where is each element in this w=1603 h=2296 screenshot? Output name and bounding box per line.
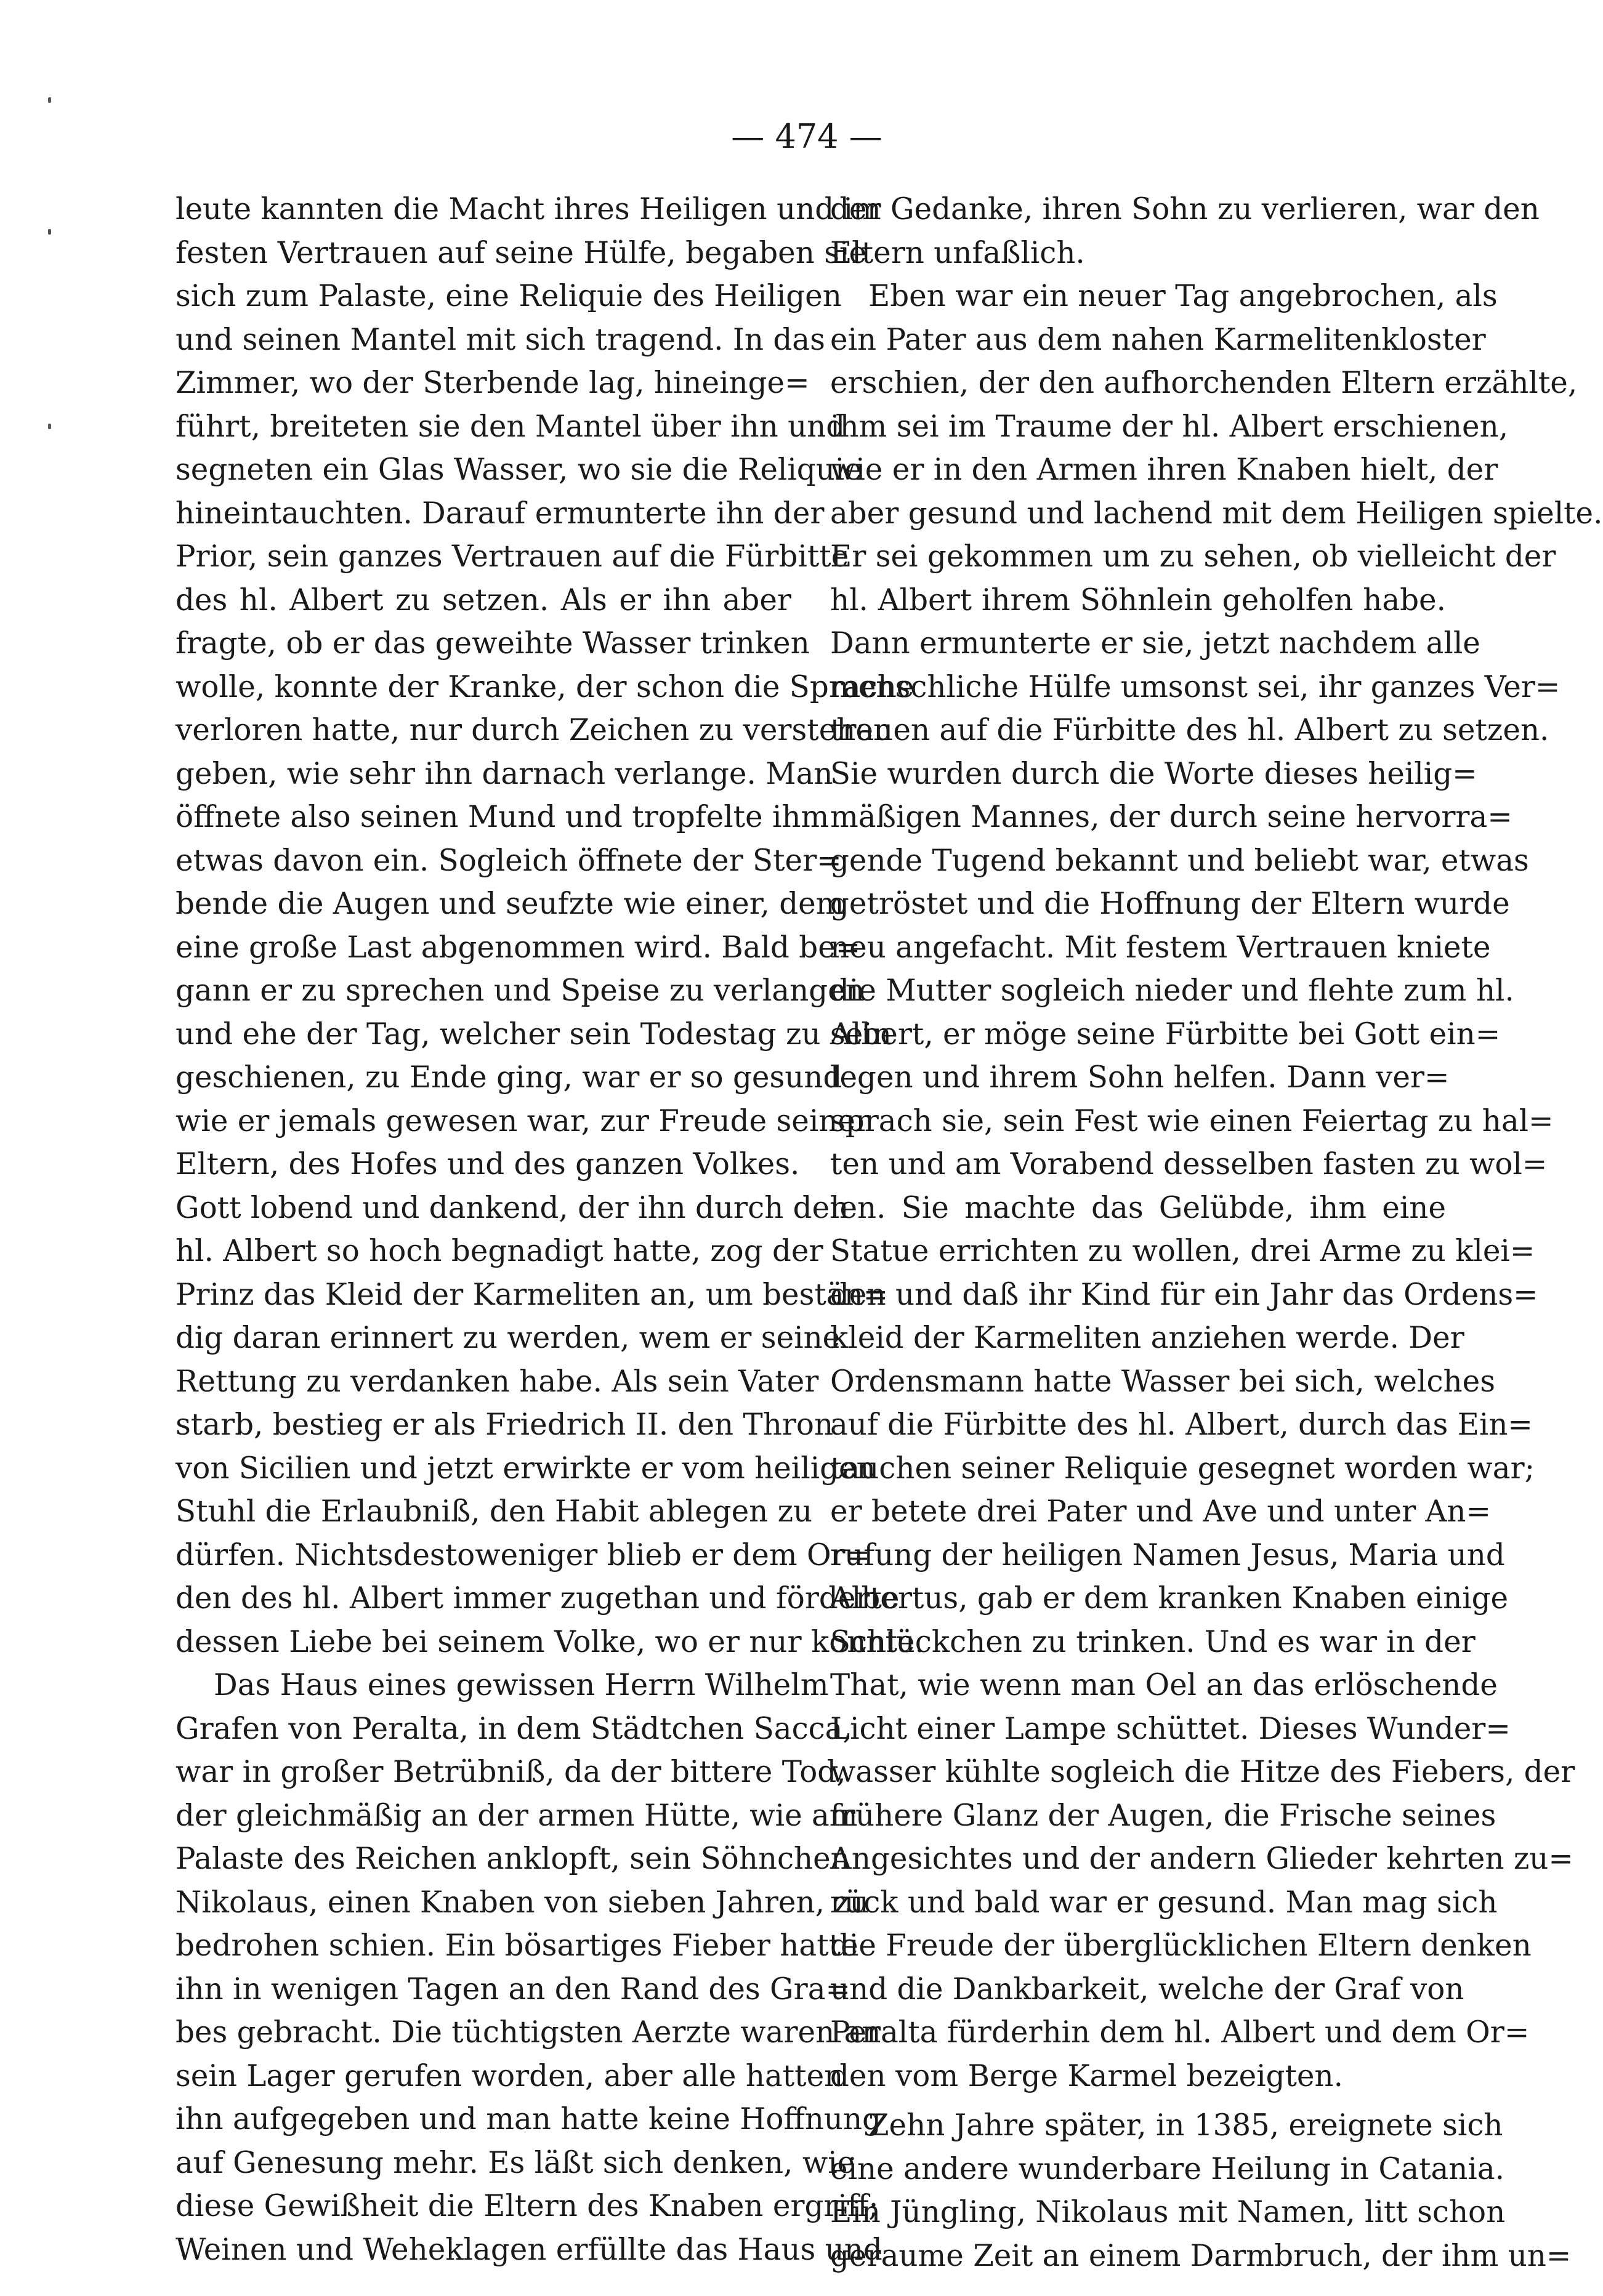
text-line: mäßigen Mannes, der durch seine hervorra= xyxy=(830,800,1512,834)
text-line: ihm sei im Traume der hl. Albert erschienen, xyxy=(830,409,1509,444)
text-line: Ein Jüngling, Nikolaus mit Namen, litt schon xyxy=(830,2195,1506,2230)
text-line: That, wie wenn man Oel an das erlöschende xyxy=(830,1668,1498,1702)
text-line: segneten ein Glas Wasser, wo sie die Reliquie xyxy=(176,453,862,487)
text-line: dig daran erinnert zu werden, wem er seine xyxy=(176,1321,841,1355)
text-line: sprach sie, sein Fest wie einen Feiertag zu hal= xyxy=(830,1103,1554,1138)
text-line: festen Vertrauen auf seine Hülfe, begaben sie xyxy=(176,235,867,270)
text-line: Er sei gekommen um zu sehen, ob vielleicht der xyxy=(830,539,1556,574)
text-line: dessen Liebe bei seinem Volke, wo er nur konnte. xyxy=(176,1624,924,1659)
text-line: Licht einer Lampe schüttet. Dieses Wunder= xyxy=(830,1711,1511,1746)
text-line: bende die Augen und seufzte wie einer, dem xyxy=(176,887,844,921)
text-line: bes gebracht. Die tüchtigsten Aerzte waren an xyxy=(176,2015,881,2050)
text-line: die Mutter sogleich nieder und flehte zum hl. xyxy=(830,973,1514,1008)
text-line: dürfen. Nichtsdestoweniger blieb er dem Or= xyxy=(176,1537,871,1573)
text-line: geschienen, zu Ende ging, war er so gesund xyxy=(176,1060,842,1095)
text-line: Zimmer, wo der Sterbende lag, hineinge= xyxy=(176,366,810,400)
text-line: rück und bald war er gesund. Man mag sich xyxy=(830,1885,1498,1920)
text-line: Eltern, des Hofes und des ganzen Volkes. xyxy=(176,1147,800,1182)
text-line: den und daß ihr Kind für ein Jahr das Ordens= xyxy=(830,1277,1538,1312)
text-line: fragte, ob er das geweihte Wasser trinken xyxy=(176,626,810,661)
text-line: hl. Albert ihrem Söhnlein geholfen habe. xyxy=(830,582,1446,618)
text-line: bedrohen schien. Ein bösartiges Fieber hatte xyxy=(176,1928,858,1963)
text-line: Grafen von Peralta, in dem Städtchen Sacca, xyxy=(176,1711,852,1746)
text-line: ihn in wenigen Tagen an den Rand des Gra= xyxy=(176,1972,850,2007)
text-line: wasser kühlte sogleich die Hitze des Fiebers, der xyxy=(830,1755,1575,1789)
text-line: er betete drei Pater und Ave und unter An= xyxy=(830,1494,1491,1529)
text-line: neu angefacht. Mit festem Vertrauen kniete xyxy=(830,930,1491,965)
text-line: eine große Last abgenommen wird. Bald be= xyxy=(176,930,861,965)
left-column xyxy=(176,188,924,2271)
right-paragraph-3 xyxy=(830,2104,1572,2278)
text-line: tauchen seiner Reliquie gesegnet worden war; xyxy=(830,1451,1535,1486)
text-line: gende Tugend bekannt und beliebt war, etwas xyxy=(830,843,1529,878)
text-line: ein Pater aus dem nahen Karmelitenkloster xyxy=(830,322,1486,357)
text-line: Gott lobend und dankend, der ihn durch den xyxy=(176,1190,849,1225)
text-line: starb, bestieg er als Friedrich II. den Thron xyxy=(176,1408,834,1442)
text-line: Angesichtes und der andern Glieder kehrten zu= xyxy=(830,1842,1573,1876)
left-paragraph-1 xyxy=(176,188,924,1664)
text-line: Prior, sein ganzes Vertrauen auf die Fürbitte xyxy=(176,539,849,574)
text-line: die Freude der überglücklichen Eltern denken xyxy=(830,1928,1532,1963)
text-line: Statue errichten zu wollen, drei Arme zu klei= xyxy=(830,1234,1535,1268)
text-line: wie er jemals gewesen war, zur Freude seiner xyxy=(176,1103,870,1138)
text-line: erschien, der den aufhorchenden Eltern erzählte, xyxy=(830,366,1578,400)
text-line: führt, breiteten sie den Mantel über ihn und xyxy=(176,409,846,444)
text-line: Ordensmann hatte Wasser bei sich, welches xyxy=(830,1364,1495,1399)
text-line: aber gesund und lachend mit dem Heiligen spielte. xyxy=(830,496,1603,531)
text-line: hineintauchten. Darauf ermunterte ihn der xyxy=(176,496,825,531)
text-line: den vom Berge Karmel bezeigten. xyxy=(830,2058,1343,2093)
right-column xyxy=(830,188,1603,2278)
text-line: Schlückchen zu trinken. Und es war in der xyxy=(830,1624,1476,1659)
text-line: Das Haus eines gewissen Herrn Wilhelm xyxy=(214,1668,829,1702)
text-line: auf Genesung mehr. Es läßt sich denken, wie xyxy=(176,2145,855,2180)
margin-mark xyxy=(48,229,51,235)
text-line: Stuhl die Erlaubniß, den Habit ablegen zu xyxy=(176,1494,813,1529)
text-line: war in großer Betrübniß, da der bittere Tod, xyxy=(176,1755,846,1789)
text-line: rufung der heiligen Namen Jesus, Maria und xyxy=(830,1537,1505,1573)
text-line: öffnete also seinen Mund und tropfelte ihm xyxy=(176,800,830,834)
text-line: ihn aufgegeben und man hatte keine Hoffnung xyxy=(176,2102,881,2137)
text-line: Prinz das Kleid der Karmeliten an, um bestän= xyxy=(176,1277,889,1312)
text-line: frühere Glanz der Augen, die Frische seines xyxy=(830,1798,1496,1833)
text-line: wie er in den Armen ihren Knaben hielt, der xyxy=(830,453,1498,487)
text-line: den des hl. Albert immer zugethan und förderte xyxy=(176,1581,900,1616)
text-line: Peralta fürderhin dem hl. Albert und dem Or= xyxy=(830,2015,1530,2050)
text-line: hl. Albert so hoch begnadigt hatte, zog der xyxy=(176,1234,823,1268)
right-paragraph-2 xyxy=(830,275,1603,2098)
text-line: kleid der Karmeliten anziehen werde. Der xyxy=(830,1321,1464,1355)
text-line: eine andere wunderbare Heilung in Catania. xyxy=(830,2151,1504,2186)
text-line: etwas davon ein. Sogleich öffnete der Ster= xyxy=(176,843,842,878)
text-line: Dann ermunterte er sie, jetzt nachdem alle xyxy=(830,626,1480,661)
left-paragraph-2 xyxy=(176,1664,882,2271)
text-line: Rettung zu verdanken habe. Als sein Vater xyxy=(176,1364,819,1399)
text-line: ten und am Vorabend desselben fasten zu wol= xyxy=(830,1147,1548,1182)
text-line: getröstet und die Hoffnung der Eltern wurde xyxy=(830,887,1510,921)
text-line: wolle, konnte der Kranke, der schon die Sprache xyxy=(176,669,915,704)
text-line: und seinen Mantel mit sich tragend. In das xyxy=(176,322,825,357)
text-line: len. Sie machte das Gelübde, ihm eine xyxy=(830,1190,1446,1225)
text-line: und ehe der Tag, welcher sein Todestag zu sein xyxy=(176,1017,892,1052)
text-line: und die Dankbarkeit, welche der Graf von xyxy=(830,1972,1464,2007)
text-line: Albert, er möge seine Fürbitte bei Gott ein= xyxy=(830,1017,1501,1052)
text-line: Zehn Jahre später, in 1385, ereignete sich xyxy=(868,2108,1503,2143)
text-line: geraume Zeit an einem Darmbruch, der ihm un= xyxy=(830,2238,1572,2273)
text-line: der Gedanke, ihren Sohn zu verlieren, war den xyxy=(830,192,1540,227)
text-line: Nikolaus, einen Knaben von sieben Jahren, zu xyxy=(176,1885,869,1920)
text-line: auf die Fürbitte des hl. Albert, durch das Ein= xyxy=(830,1408,1533,1442)
text-line: leute kannten die Macht ihres Heiligen und im xyxy=(176,192,881,227)
page-number: — 474 — xyxy=(731,117,882,156)
text-line: menschliche Hülfe umsonst sei, ihr ganzes Ver= xyxy=(830,669,1561,704)
text-line: gann er zu sprechen und Speise zu verlangen xyxy=(176,973,865,1008)
text-line: Weinen und Weheklagen erfüllte das Haus und xyxy=(176,2232,882,2267)
text-line: der gleichmäßig an der armen Hütte, wie am xyxy=(176,1798,858,1833)
margin-mark xyxy=(48,97,51,103)
text-line: diese Gewißheit die Eltern des Knaben ergriff; xyxy=(176,2189,879,2223)
margin-mark xyxy=(48,424,51,429)
text-line: legen und ihrem Sohn helfen. Dann ver= xyxy=(830,1060,1450,1095)
text-line: sich zum Palaste, eine Reliquie des Heiligen xyxy=(176,279,842,313)
text-line: Eben war ein neuer Tag angebrochen, als xyxy=(868,279,1498,313)
text-line: des hl. Albert zu setzen. Als er ihn aber xyxy=(176,582,791,618)
text-line: verloren hatte, nur durch Zeichen zu verstehen xyxy=(176,713,893,747)
text-line: Eltern unfaßlich. xyxy=(830,235,1085,270)
text-line: Albertus, gab er dem kranken Knaben einige xyxy=(830,1581,1509,1616)
right-paragraph-1 xyxy=(830,188,1540,275)
text-line: von Sicilien und jetzt erwirkte er vom heiligen xyxy=(176,1451,876,1486)
text-line: geben, wie sehr ihn darnach verlange. Man xyxy=(176,756,833,791)
text-line: sein Lager gerufen worden, aber alle hatten xyxy=(176,2058,844,2093)
text-line: trauen auf die Fürbitte des hl. Albert zu setzen. xyxy=(830,713,1549,747)
text-line: Palaste des Reichen anklopft, sein Söhnchen xyxy=(176,1842,850,1876)
text-line: Sie wurden durch die Worte dieses heilig= xyxy=(830,756,1477,791)
